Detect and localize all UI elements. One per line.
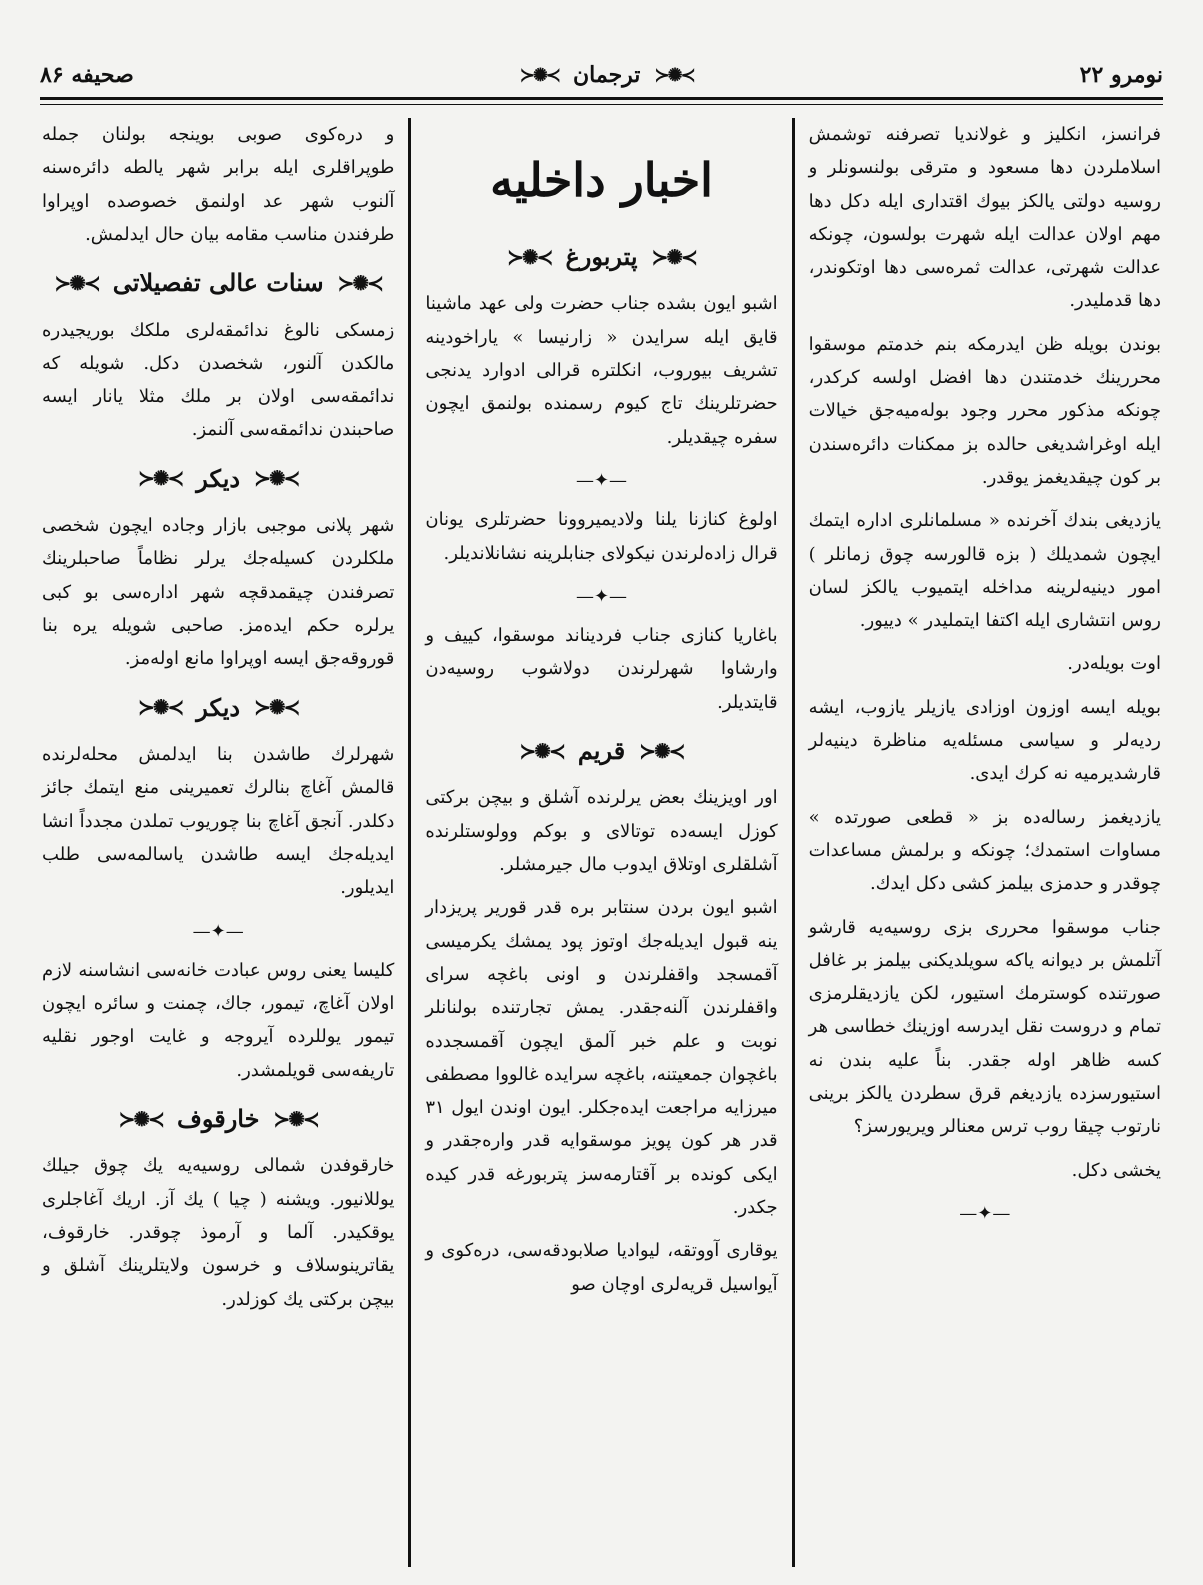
paragraph: زمسکی نالوغ ندائمقەلری ملکك بوریجیدره مالکدن آلنور، شخصدن دکل. شویله که ندائمقەسی اولان بر ملك مثلا یانار ایسه صاحبندن ندائمقەسی آلنمز. [42,319,395,441]
heading-text: دیکر [196,692,241,722]
heading-text: پتربورغ [565,242,638,272]
heading-text: سنات عالی تفصیلاتی [112,268,324,298]
section-heading [42,1097,394,1141]
ornament-icon: ≻✺≺ [519,738,564,763]
header-rule-thick [40,97,1163,100]
newspaper-title: ترجمان [572,62,641,88]
paragraph: اولوغ کنازنا یلنا ولادیمیروونا حضرتلری یونان قرال زادەلرندن نیکولای جنابلرینه نشانلاندیلر. [425,509,778,564]
paragraph: یوقاری آووتقه، لیوادیا صلابودقەسی، دره‌کوی و آیواسیل قریەلری اوچان صو [425,1240,778,1295]
paragraph: اوت بویلەدر. [1067,653,1161,675]
masthead-center [520,62,694,88]
divider-icon: —✦— [575,585,628,607]
page-number: صحیفه ۸۶ [40,62,134,88]
paragraph: شهرلرك طاشدن بنا ایدلمش محلەلرنده قالمش آغاچ بنالرك تعمیرینی منع ایتمك جائز دکلدر. آنجق آغاچ بنا چوریوب تملدن مجدداً انشا ایدیلەجك ایسه طاشدن یاسالمەسی طلب ایدیلور. [42,744,395,899]
paragraph: یخشی دکل. [1071,1159,1161,1181]
ornament-icon: ≻✺≺ [337,270,382,295]
column-middle [411,118,791,1567]
ornament-icon: ≻✺≺ [651,244,696,269]
ornament-icon: ≻✺≺ [254,695,299,720]
ornament-icon: ≻✺≺ [273,1106,318,1131]
section-heading [425,235,777,279]
column-separator [792,118,795,1567]
paragraph: و دره‌کوی صوبی بوینجه بولنان جمله طوپراقلری ایله برابر شهر یالطه دائرەسنه آلنوب شهر عد اولنمق خصوصده اوپراوا طرفندن مناسب مقامه بیان حال ایدلمش. [42,124,395,245]
paragraph: جناب موسقوا محرری بزی روسیەیه قارشو آتلمش بر دیوانه یاکه سویلدیکنی بیلمز بر غافل صورتنده کوسترمك استیور، لکن یازدیقلرمزی تمام و دروست نقل ایدرسه اوزینك خطاسی هر کسه ظاهر اوله جقدر. بناً علیه بندن نه استیورسزده یازدیغم قرق سطردن یالکز برینی نارتوب چیقا روب ترس معنالر ویریورسز؟ [808,916,1161,1138]
paragraph: شهر پلانی موجبی بازار وجاده ایچون شخصی ملکلردن کسیلەجك یرلر نظاماً صاحبلرینك تصرفندن چیقمدقچه شهر ادارەسی بو کبی یرلره حکم ایدەمز. صاحبی شویله یره بنا قوروقەجق ایسه اوپراوا مانع اولەمز. [42,515,395,670]
heading-text: خارقوف [176,1104,260,1133]
heading-text: دیکر [196,463,241,493]
ornament-icon: ≻✺≺ [54,270,99,295]
columns [28,118,1175,1567]
ornament-icon: ≻✺≺ [639,738,684,763]
ornament-icon: ≻✺≺ [118,1106,163,1131]
paragraph: بویله ایسه اوزون اوزادی یازیلر یازوب، ایشه ردیەلر و سیاسی مسئلەیه مناظرة دینیەلر قارشدیرمیه نه کرك ایدی. [808,696,1161,785]
paragraph: فرانسز، انکلیز و غولاندیا تصرفنه توشمش اسلاملردن دها مسعود و مترقی بولنسونلر و روسیه دولتی یالکز بیوك اقتداری ایله دکل دها مهم اولان عدالت ایله شهرت بولسون، چونکه عدالت شهرتی، عدالت ثمرەسی دها اوتکوندر، دها قدملیدر. [808,124,1161,312]
ornament-right-icon: ≻✺≺ [654,64,694,86]
column-separator [408,118,411,1567]
paragraph: کلیسا یعنی روس عبادت خانەسی انشاسنه لازم اولان آغاچ، تیمور، جاك، چمنت و سائره ایچون تیمور یوللرده آیروجه و غایت اوجور نقلیه تاریفەسی قویلمشدر. [42,959,395,1081]
section-heading [42,686,394,730]
masthead [40,55,1163,95]
issue-number: نومرو ۲۲ [1079,62,1163,88]
ornament-icon: ≻✺≺ [507,244,552,269]
paragraph: باغاریا کنازی جناب فردیناند موسقوا، کییف و وارشاوا شهرلرندن دولاشوب روسیەدن قایتدیلر. [425,625,778,713]
column-right [795,118,1175,1567]
ornament-left-icon: ≻✺≺ [519,64,559,86]
paragraph: خارقوفدن شمالی روسیەیه یك چوق جیلك یوللانیور. ویشنه ( چیا ) یك آز. اریك آغاجلری یوقکیدر. آلما و آرموذ چوقدر. خارقوف، یقاترینوسلاف و خرسون ولایتلرینك آشلق و بیچن برکتی یك کوزلدر. [42,1155,395,1310]
divider-icon: —✦— [959,1202,1011,1224]
column-left [28,118,408,1567]
paragraph: بوندن بویله ظن ایدرمکه بنم خدمتم موسقوا محررینك خدمتندن دها افضل اولسه کرکدر، چونکه مذکور محرر وجود بولەمیەجق خیالات ایله اوغراشدیغی حالده بز ممکنات دائرەسندن بر کون چیقدیغمز یوقدر. [808,333,1161,488]
divider-icon: —✦— [192,920,244,942]
paragraph: اور اویزینك بعض یرلرنده آشلق و بیچن برکتی کوزل ایسەده توتالای و بوکم وولوستلرنده آشلقلری اوتلاق ایدوب مال جیرمشلر. [425,787,778,876]
ornament-icon: ≻✺≺ [137,695,183,720]
divider-icon: —✦— [575,469,628,491]
paragraph: یازدیغی بندك آخرنده « مسلمانلری اداره ایتمك ایچون شمدیلك ( بزه قالورسه چوق زمانلر ) امور دینیەلرینه مداخله ایتمیوب یالکز لسان روس انتشاری ایله اکتفا ایتملیدر » دییور. [808,510,1161,632]
section-heading [42,457,394,501]
ornament-icon: ≻✺≺ [137,466,183,491]
section-main-title: اخبار داخلیه [490,153,713,207]
section-heading [42,261,394,305]
ornament-icon: ≻✺≺ [254,466,299,491]
paragraph: یازدیغمز رسالەده بز « قطعی صورتده » مساوات استمدك؛ چونکه و برلمش مساعدات چوقدر و حدمزی بیلمز کشی دکل ایدك. [808,806,1161,895]
paragraph: اشبو ایون بشده جناب حضرت ولی عهد ماشینا قایق ایله سرایدن « زارنیسا » یاراخودینه تشریف بیوروب، انکلتره قرالی ادوارد یدنجی حضرتلرینك تاج کیوم رسمنده بولنمق ایچون سفره چیقدیلر. [425,293,778,448]
section-heading [425,729,777,773]
heading-text: قریم [577,736,626,766]
paragraph: اشبو ایون بردن سنتابر بره قدر قوریر پریزدار ینه قبول ایدیلەجك اوتوز پود یمشك یکرمیسی آقمسجد واقفلرندن و اونی باغچه سرای واقفلرندن آلنەجقدر. یمش تجارتنده بولنانلر نوبت و علم خبر آلمق ایچون آقمسجدده باغچوان جمعیتنه، باغچه سرایده غالووا مصطفی میرزایه مراجعت ایدەجکلر. ایون اوندن ایول ۳۱ قدر هر کون پویز موسقوایه قدر وارەجقدر و ایکی کونده بر آقتارمەسز پتربورغه قدر کیده جکدر. [425,897,778,1218]
header-rule-thin [40,104,1163,105]
